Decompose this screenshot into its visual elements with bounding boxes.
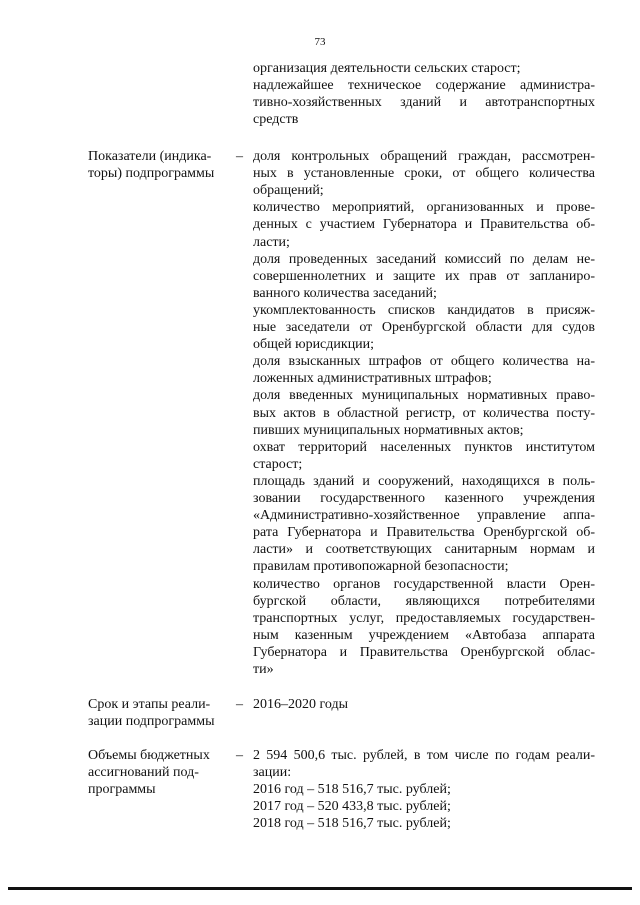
- section-body-line: укомплектованность списков кандидатов в присяж-: [253, 303, 595, 318]
- section-body-line: ласти;: [253, 235, 290, 250]
- section-body-line: зовании государственного казенного учреждения: [253, 491, 595, 506]
- section-label: Показатели (индика-: [88, 149, 212, 164]
- section-body-line: доля введенных муниципальных нормативных право-: [253, 388, 595, 403]
- bottom-rule: [8, 887, 632, 890]
- section-body-line: старост;: [253, 457, 303, 472]
- page-number: 73: [314, 36, 326, 48]
- intro-line: тивно-хозяйственных зданий и автотранспортных: [253, 95, 595, 110]
- section-dash: –: [236, 149, 243, 164]
- section-body-line: вых актов в областной регистр, от количества посту-: [253, 406, 595, 421]
- section-body-line: охват территорий населенных пунктов институтом: [253, 440, 595, 455]
- section-body-line: доля проведенных заседаний комиссий по делам не-: [253, 252, 595, 267]
- section-body-line: правилам противопожарной безопасности;: [253, 559, 509, 574]
- section-body-line: площадь зданий и сооружений, находящихся в поль-: [253, 474, 595, 489]
- section-body-line: 2 594 500,6 тыс. рублей, в том числе по годам реали-: [253, 748, 595, 763]
- section-body-line: количество органов государственной власти Орен-: [253, 577, 595, 592]
- section-body-line: зации:: [253, 765, 292, 780]
- section-label: зации подпрограммы: [88, 714, 215, 729]
- section-body-line: пивших муниципальных нормативных актов;: [253, 423, 524, 438]
- section-body-line: ти»: [253, 662, 274, 677]
- section-label: Объемы бюджетных: [88, 748, 210, 763]
- section-body-line: транспортных услуг, предоставляемых государствен-: [253, 611, 595, 626]
- section-body-line: Губернатора и Правительства Оренбургской облас-: [253, 645, 595, 660]
- section-body-line: совершеннолетних и защите их прав от запланиро-: [253, 269, 595, 284]
- section-body-line: ным казенным учреждением «Автобаза аппарата: [253, 628, 595, 643]
- section-body-line: рата Губернатора и Правительства Оренбургской об-: [253, 525, 595, 540]
- section-body-line: 2016–2020 годы: [253, 697, 349, 712]
- section-body-line: 2016 год – 518 516,7 тыс. рублей;: [253, 782, 451, 797]
- section-body-line: обращений;: [253, 183, 324, 198]
- section-body-line: 2017 год – 520 433,8 тыс. рублей;: [253, 799, 451, 814]
- intro-line: надлежайшее техническое содержание администра-: [253, 78, 595, 93]
- section-body-line: ванного количества заседаний;: [253, 286, 437, 301]
- section-label: торы) подпрограммы: [88, 166, 215, 181]
- section-dash: –: [236, 697, 243, 712]
- section-body-line: доля контрольных обращений граждан, рассмотрен-: [253, 149, 595, 164]
- section-label: Срок и этапы реали-: [88, 697, 211, 712]
- section-label: программы: [88, 782, 156, 797]
- section-body-line: денных с участием Губернатора и Правительства об-: [253, 217, 595, 232]
- section-label: ассигнований под-: [88, 765, 199, 780]
- section-body-line: бургской области, являющихся потребителями: [253, 594, 595, 609]
- section-body-line: ложенных административных штрафов;: [253, 371, 492, 386]
- intro-line: организация деятельности сельских старост;: [253, 61, 521, 76]
- section-body-line: ные заседатели от Оренбургской области для судов: [253, 320, 595, 335]
- section-body-line: «Административно-хозяйственное управление аппа-: [253, 508, 595, 523]
- section-body-line: количество мероприятий, организованных и прове-: [253, 200, 595, 215]
- intro-line: средств: [253, 112, 299, 127]
- section-body-line: 2018 год – 518 516,7 тыс. рублей;: [253, 816, 451, 831]
- section-body-line: ласти» и соответствующих санитарным нормам и: [253, 542, 595, 557]
- section-body-line: доля взысканных штрафов от общего количества на-: [253, 354, 595, 369]
- section-body-line: ных в установленные сроки, от общего количества: [253, 166, 595, 181]
- section-body-line: общей юрисдикции;: [253, 337, 375, 352]
- section-dash: –: [236, 748, 243, 763]
